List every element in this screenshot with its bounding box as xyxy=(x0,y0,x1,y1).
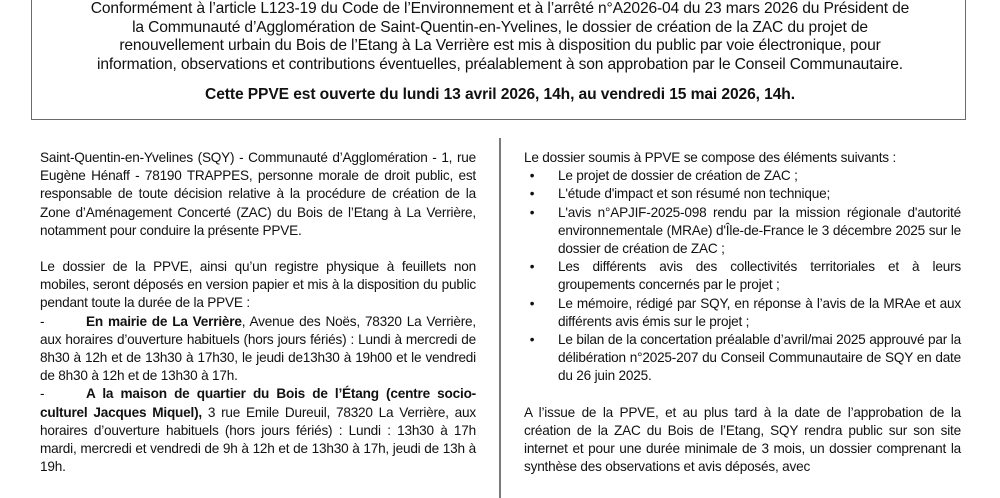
notice-line: Conformément à l’article L123-19 du Code de l’Environnement et à l’arrêté n°A2026-04 du 23 mars 2026 du Président de xyxy=(90,0,910,17)
list-intro: Le dossier soumis à PPVE se compose des éléments suivants : xyxy=(524,150,897,165)
notice-line: renouvellement urbain du Bois de l’Etang à La Verrière est mis à disposition du public par voie électronique, pour xyxy=(119,37,881,54)
dossier-contents-list xyxy=(524,167,961,385)
location-details: , Avenue des Noës, 78320 La Verrière, aux horaires d’ouverture habituels (hors jours fériés) : Lundi à mercredi de 8h30 à 12h et de 13h30 à 17h30, le jeudi de13h30 à 19h00 et le vendredi de 8h30 à 12h et de 13h30 à 17h. xyxy=(40,313,476,384)
bullet-icon: • xyxy=(529,168,535,184)
location-name: A la maison de quartier du Bois de l’Étang (centre socio-culturel Jacques Miquel), xyxy=(40,386,476,420)
location-details: 3 rue Emile Dureuil, 78320 La Verrière, aux horaires d’ouverture habituels (hors jours fériés) : Lundi : 13h30 à 17h mardi, mercredi et vendredi de 9h à 12h et de 13h30 à 17h, jeudi de 13h à 19h. xyxy=(40,404,476,475)
closing-paragraph: A l’issue de la PPVE, et au plus tard à la date de l’approbation de la création de la ZAC du Bois de l’Etang, SQY rendra public sur son site internet et pour une durée minimale de 3 mois, un dossier comprenant la synthèse des observations et avis déposés, avec xyxy=(524,404,961,475)
location-maison-quartier xyxy=(40,385,476,476)
notice-dates: Cette PPVE est ouverte du lundi 13 avril 2026, 14h, au vendredi 15 mai 2026, 14h. xyxy=(205,86,795,103)
notice-announcement xyxy=(36,0,964,74)
location-name: En mairie de La Verrière xyxy=(86,313,242,329)
list-item: • Les différents avis des collectivités territoriales et à leurs groupements concernés par le projet ; xyxy=(524,258,961,294)
list-item: • Le mémoire, rédigé par SQY, en réponse à l’avis de la MRAe et aux différents avis émis sur le projet ; xyxy=(524,295,961,331)
right-column xyxy=(524,149,961,494)
bullet-icon: • xyxy=(529,295,535,311)
list-item: • L'avis n°APJIF-2025-098 rendu par la mission régionale d'autorité environnementale (MRAe) d'Île-de-France le 3 décembre 2025 sur le dossier de création de ZAC ; xyxy=(524,204,961,259)
bullet-icon: • xyxy=(529,259,535,275)
dash-marker: - xyxy=(40,313,45,329)
list-item: • L'étude d'impact et son résumé non technique; xyxy=(524,185,961,203)
location-mairie xyxy=(40,313,476,386)
dash-marker: - xyxy=(40,386,45,402)
bullet-icon: • xyxy=(529,186,535,202)
left-column xyxy=(40,149,476,476)
notice-line: information, observations et contributions éventuelles, préalablement à son approbation par le Conseil Communautaire. xyxy=(97,55,903,73)
list-item: • Le bilan de la concertation préalable d’avril/mai 2025 approuvé par la délibération n°2025-207 du Conseil Communautaire de SQY en date du 26 juin 2025. xyxy=(524,331,961,386)
intro-paragraph: Saint-Quentin-en-Yvelines (SQY) - Communauté d’Agglomération - 1, rue Eugène Hénaff - 78190 TRAPPES, personne morale de droit public, est responsable de toute décision relative à la procédure de création de la Zone d’Aménagement Concerté (ZAC) du Bois de l’Etang à La Verrière, notamment pour conduire la présente PPVE. xyxy=(40,150,476,238)
deposit-paragraph: Le dossier de la PPVE, ainsi qu’un registre physique à feuillets non mobiles, seront déposés en version papier et mis à la disposition du public pendant toute la durée de la PPVE : xyxy=(40,259,476,311)
bullet-icon: • xyxy=(529,332,535,348)
list-item: • Le projet de dossier de création de ZAC ; xyxy=(524,167,961,185)
notice-line: la Communauté d’Agglomération de Saint-Quentin-en-Yvelines, le dossier de création de la ZAC du projet de xyxy=(132,18,868,36)
column-divider xyxy=(499,138,501,498)
bullet-icon: • xyxy=(529,204,535,220)
